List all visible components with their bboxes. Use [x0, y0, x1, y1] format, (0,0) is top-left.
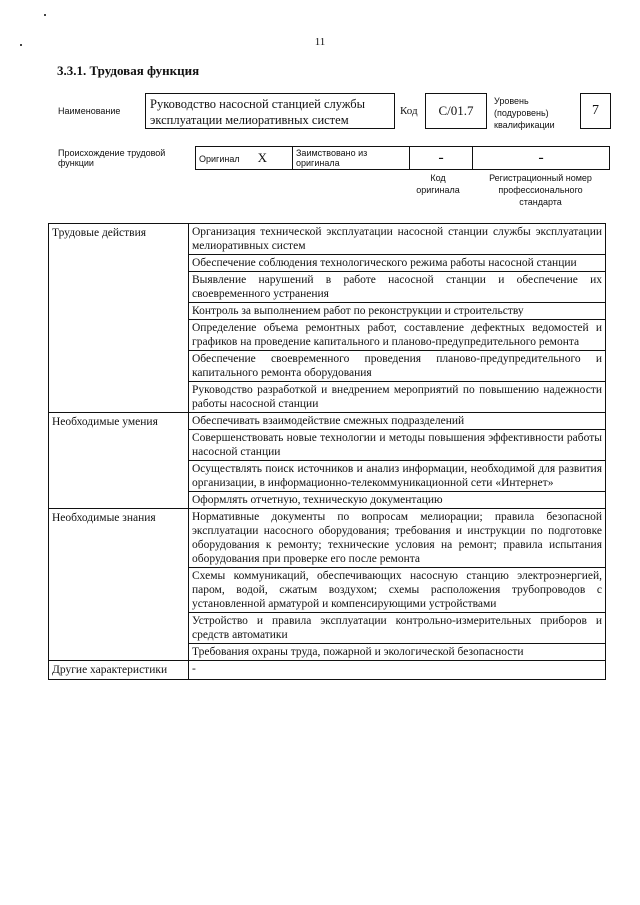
borrowed-label: Заимствовано из оригинала — [296, 148, 368, 168]
name-label: Наименование — [58, 106, 121, 116]
origin-original-cell — [196, 147, 293, 170]
name-value: Руководство насосной станцией службы эксплуатации мелиоративных систем — [145, 93, 395, 129]
page-number: 11 — [314, 36, 326, 48]
original-mark: X — [257, 150, 267, 165]
knowledge-label: Необходимые знания — [49, 509, 189, 661]
labor-function-table — [48, 223, 606, 680]
scan-dot — [44, 14, 46, 16]
code-caption: Код оригинала — [416, 173, 460, 195]
labor-action-item: Руководство разработкой и внедрением мероприятий по повышению надежности работы насосной станции — [189, 382, 606, 413]
labor-action-item: Выявление нарушений в работе насосной станции и обеспечение их своевременного устранения — [189, 272, 606, 303]
skill-item: Оформлять отчетную, техническую документацию — [189, 492, 606, 509]
knowledge-item: Схемы коммуникаций, обеспечивающих насосную станцию электроэнергией, паром, водой, сжатым воздухом; схемы расположения трубопроводов с установленной арматурой и компенсирующими устройствами — [189, 568, 606, 613]
skill-item: Осуществлять поиск источников и анализ информации, необходимой для развития организации, в информационно-телекоммуникационной сети «Интернет» — [189, 461, 606, 492]
labor-action-item: Определение объема ремонтных работ, составление дефектных ведомостей и графиков на проведение капитального и планово-предупредительного ремонта — [189, 320, 606, 351]
labor-action-item: Обеспечение своевременного проведения планово-предупредительного и капитального ремонта оборудования — [189, 351, 606, 382]
code-label: Код — [400, 105, 418, 117]
labor-action-item: Организация технической эксплуатации насосной станции службы эксплуатации мелиоративных систем — [189, 224, 606, 255]
other-characteristics-label: Другие характеристики — [49, 661, 189, 680]
origin-table — [195, 146, 610, 170]
knowledge-item: Устройство и правила эксплуатации контрольно-измерительных приборов и средств автоматики — [189, 613, 606, 644]
level-value: 7 — [580, 93, 611, 129]
origin-code-value: - — [410, 147, 473, 170]
reg-caption: Регистрационный номер профессионального стандарта — [489, 173, 592, 207]
original-label: Оригинал — [199, 154, 240, 164]
origin-label: Происхождение трудовой функции — [58, 148, 166, 168]
origin-reg-value: - — [473, 147, 610, 170]
labor-actions-label: Трудовые действия — [49, 224, 189, 413]
level-label: Уровень (подуровень) квалификации — [494, 96, 555, 130]
code-value: C/01.7 — [425, 93, 487, 129]
knowledge-item: Требования охраны труда, пожарной и экологической безопасности — [189, 644, 606, 661]
other-characteristics-value: - — [189, 661, 606, 680]
section-title: 3.3.1. Трудовая функция — [57, 63, 200, 78]
knowledge-item: Нормативные документы по вопросам мелиорации; правила безопасной эксплуатации насосного оборудования; требования и инструкции по подготовке оборудования к ремонту; технические условия на ремонт; правила испытания оборудования при проверке его после ремонта — [189, 509, 606, 568]
skill-item: Совершенствовать новые технологии и методы повышения эффективности работы насосной станции — [189, 430, 606, 461]
skill-item: Обеспечивать взаимодействие смежных подразделений — [189, 413, 606, 430]
labor-action-item: Обеспечение соблюдения технологического режима работы насосной станции — [189, 255, 606, 272]
labor-action-item: Контроль за выполнением работ по реконструкции и строительству — [189, 303, 606, 320]
borrowed-cell — [293, 147, 410, 170]
skills-label: Необходимые умения — [49, 413, 189, 509]
